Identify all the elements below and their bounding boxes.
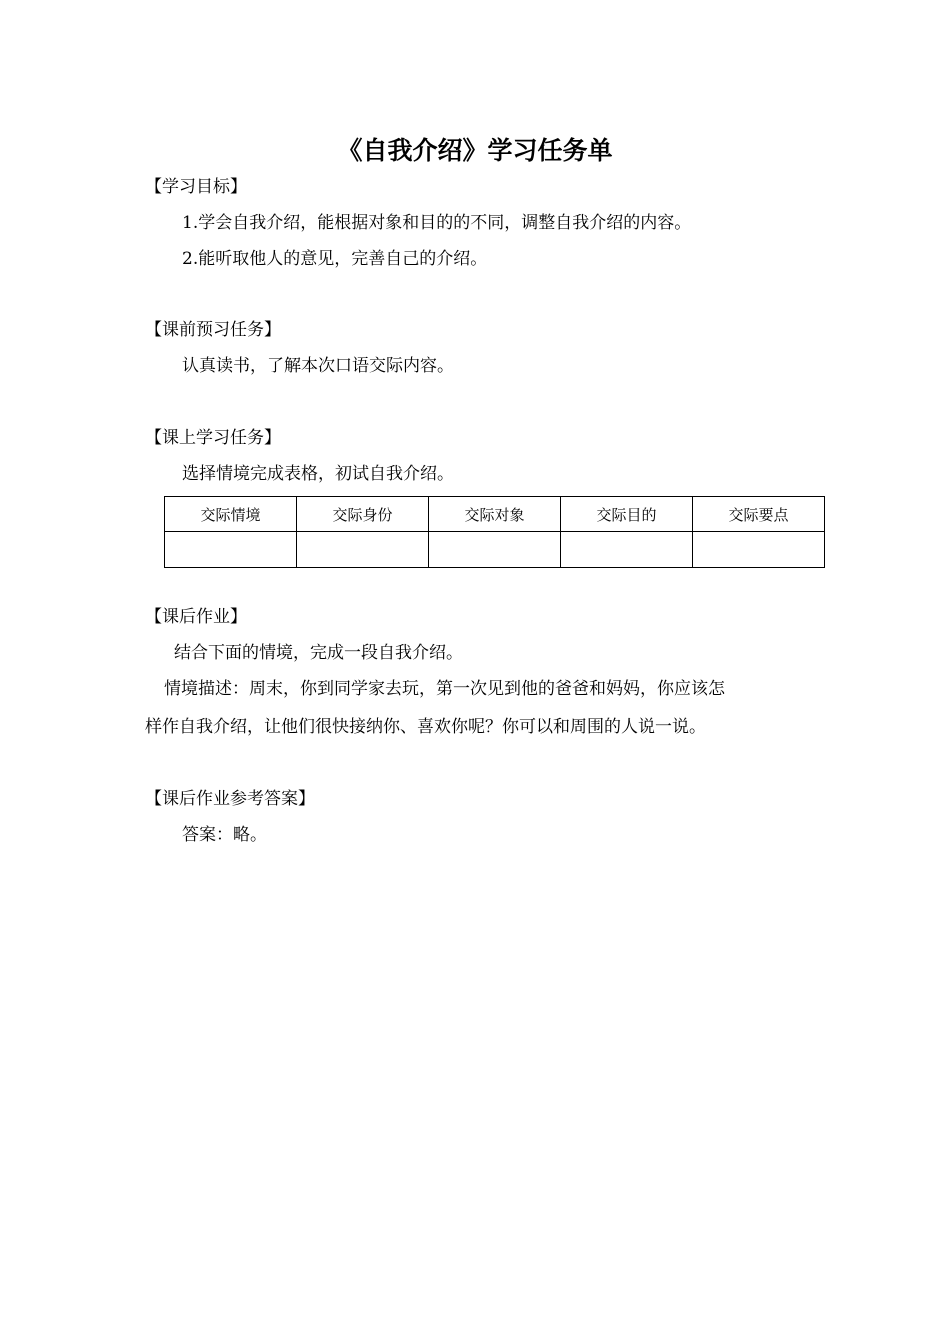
homework-scenario-line1: 情境描述：周末，你到同学家去玩，第一次见到他的爸爸和妈妈，你应该怎 [164,679,725,699]
homework-scenario-line2: 样作自我介绍，让他们很快接纳你、喜欢你呢？你可以和周围的人说一说。 [145,717,706,737]
class-task-text: 选择情境完成表格，初试自我介绍。 [182,464,454,484]
goal-item-2: 2.能听取他人的意见，完善自己的介绍。 [182,249,488,269]
answer-text: 答案：略。 [182,825,267,845]
table-header-cell: 交际身份 [297,497,429,532]
goal-item-1: 1.学会自我介绍，能根据对象和目的的不同，调整自我介绍的内容。 [182,213,692,233]
homework-text: 结合下面的情境，完成一段自我介绍。 [174,643,463,663]
communication-table [164,496,825,568]
table-header-cell: 交际对象 [429,497,561,532]
table-header-cell: 交际情境 [165,497,297,532]
class-task-heading: 【课上学习任务】 [145,428,281,448]
answer-heading: 【课后作业参考答案】 [145,789,315,809]
table-cell [561,532,693,568]
table-cell [429,532,561,568]
table-cell [297,532,429,568]
preview-text: 认真读书，了解本次口语交际内容。 [182,356,454,376]
page-title: 《自我介绍》学习任务单 [337,136,613,165]
table-header-cell: 交际目的 [561,497,693,532]
table-cell [165,532,297,568]
table-header-row [165,497,825,532]
table-cell [693,532,825,568]
goals-heading: 【学习目标】 [145,177,247,197]
preview-heading: 【课前预习任务】 [145,320,281,340]
homework-heading: 【课后作业】 [145,607,247,627]
table-row [165,532,825,568]
table-header-cell: 交际要点 [693,497,825,532]
